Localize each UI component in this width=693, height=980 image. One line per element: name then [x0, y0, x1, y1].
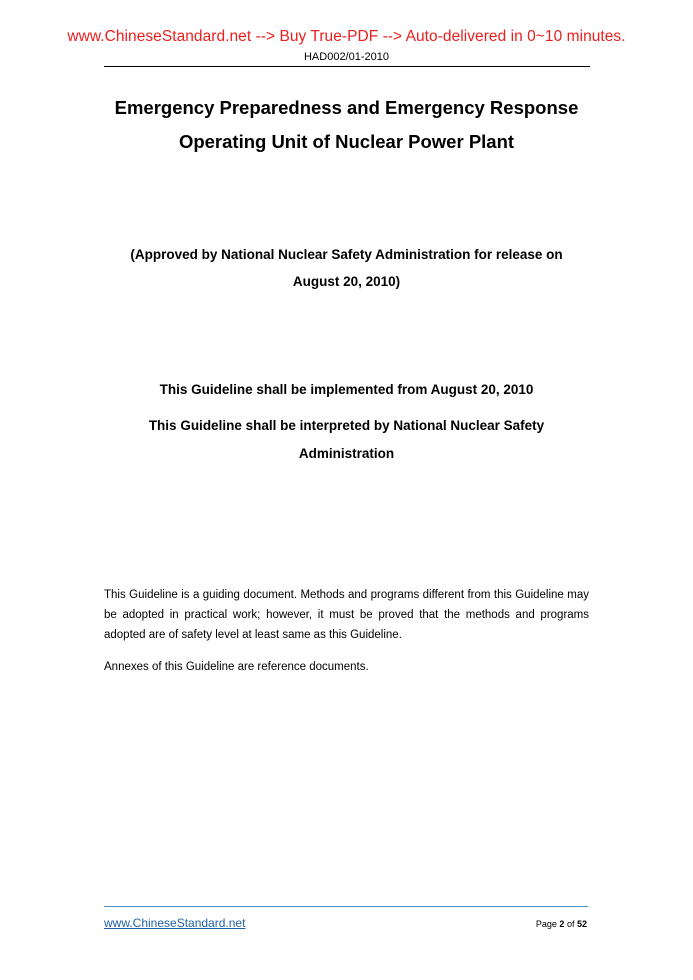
page-total: 52 [576, 919, 587, 929]
title-line-1: Emergency Preparedness and Emergency Response [114, 97, 579, 118]
interpretation-line-1: This Guideline shall be interpreted by National Nuclear Safety [148, 418, 545, 433]
approval-line-2: August 20, 2010) [292, 274, 401, 289]
approval-line-1: (Approved by National Nuclear Safety Administration for release on [130, 247, 563, 262]
document-title [60, 91, 633, 159]
interpretation-statement [110, 412, 583, 468]
page-number [536, 919, 587, 929]
page-current: 2 [559, 919, 565, 929]
title-line-2: Operating Unit of Nuclear Power Plant [178, 131, 515, 152]
footer-website-link[interactable]: www.ChineseStandard.net [104, 916, 246, 930]
approval-statement [100, 241, 593, 295]
annexes-paragraph: Annexes of this Guideline are reference documents. [104, 661, 369, 673]
promo-banner[interactable]: www.ChineseStandard.net --> Buy True-PDF --> Auto-delivered in 0~10 minutes. [67, 28, 626, 45]
implementation-statement: This Guideline shall be implemented from August 20, 2010 [159, 382, 534, 397]
interpretation-line-2: Administration [298, 446, 395, 461]
header-divider [104, 66, 590, 67]
page-prefix: Page [535, 919, 557, 929]
footer-divider [104, 906, 588, 907]
document-code: HAD002/01-2010 [303, 51, 389, 63]
page-of: of [566, 919, 575, 929]
guiding-document-paragraph: This Guideline is a guiding document. Methods and programs different from this Guideline may be adopted in practical work; however, it must be proved that the methods and programs adopted are of safety level at least same as this Guideline. [104, 589, 589, 641]
